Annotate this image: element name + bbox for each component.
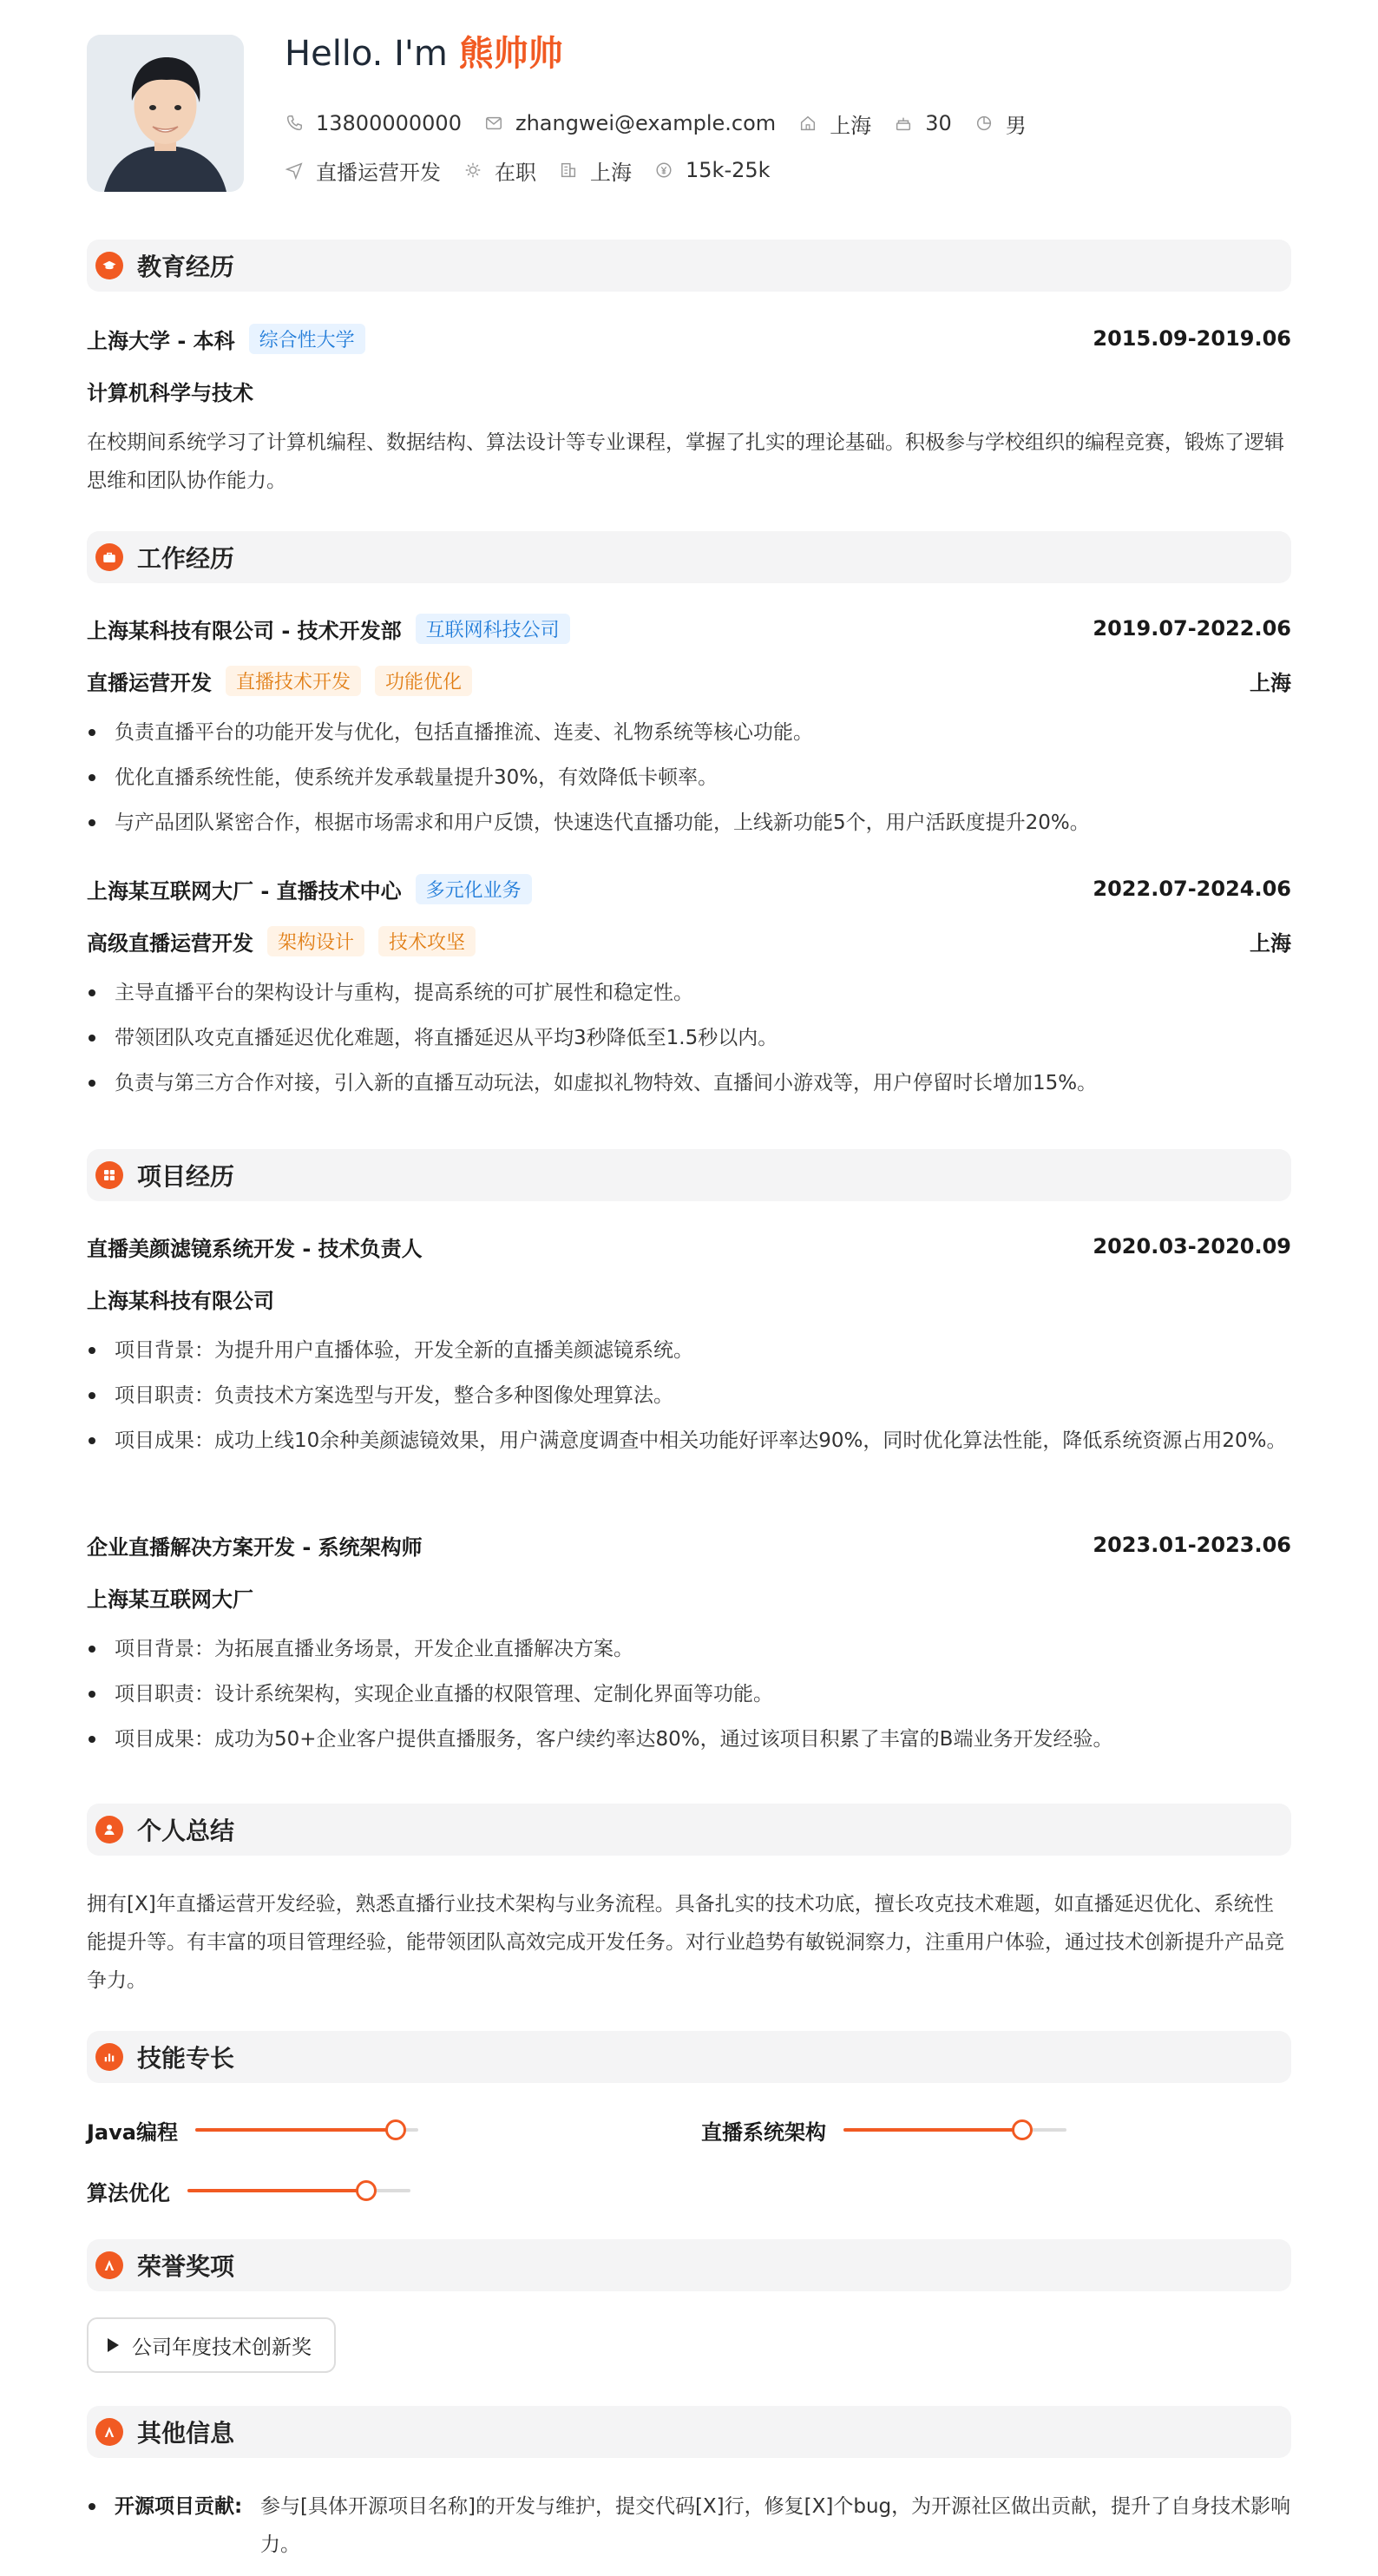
job-location: 上海 (1250, 670, 1291, 695)
skill-item (87, 2173, 410, 2208)
list-item: 项目背景：为提升用户直播体验，开发全新的直播美颜滤镜系统。 (87, 1331, 1291, 1370)
list-item: 与产品团队紧密合作，根据市场需求和用户反馈，快速迭代直播功能，上线新功能5个，用户活跃度提升20%。 (87, 804, 1291, 842)
position-item (285, 155, 441, 186)
skill-level-bar (843, 2128, 1066, 2132)
hometown-text: 上海 (830, 113, 872, 138)
list-item-text: 项目成果：成功上线10余种美颜滤镜效果，用户满意度调查中相关功能好评率达90%，同时优化算法性能，降低系统资源占用20%。 (115, 1429, 1287, 1452)
section-projects (87, 1149, 1291, 1201)
project-org: 上海某互联网大厂 (87, 1587, 253, 1612)
bar-chart-icon (95, 2043, 123, 2071)
gender-text: 男 (1005, 113, 1027, 138)
skill-tag: 技术攻坚 (378, 926, 476, 956)
age-text: 30 (925, 111, 952, 135)
skill-name: 算法优化 (87, 2180, 170, 2205)
phone-text: 13800000000 (316, 111, 462, 135)
project-org-row (87, 1281, 1291, 1316)
section-title: 工作经历 (137, 544, 235, 573)
list-item: 项目背景：为拓展直播业务场景，开发企业直播解决方案。 (87, 1630, 1291, 1668)
section-title: 技能专长 (137, 2044, 235, 2073)
education-date: 2015.09-2019.06 (1093, 326, 1291, 351)
cake-icon (894, 114, 913, 133)
section-summary (87, 1804, 1291, 1856)
briefcase-icon (95, 543, 123, 571)
job-role-row (87, 923, 1291, 958)
award-name: 公司年度技术创新奖 (132, 2336, 312, 2359)
gender-icon (974, 114, 994, 133)
skill-level-knob (1012, 2119, 1033, 2140)
graduation-cap-icon (95, 252, 123, 279)
building-icon (559, 161, 578, 180)
city-text: 上海 (590, 160, 632, 185)
skill-tag: 直播技术开发 (226, 666, 361, 696)
company-name: 上海某互联网大厂 - 直播技术中心 (87, 878, 402, 904)
skill-item (87, 2113, 418, 2147)
hometown-item (798, 108, 871, 139)
greeting-prefix: Hello. I'm (285, 34, 459, 74)
job-heading (87, 611, 1291, 646)
skill-level-bar (195, 2128, 418, 2132)
contact-row (285, 106, 1049, 141)
bullet (89, 2503, 95, 2510)
phone-item (285, 111, 462, 135)
job-heading (87, 871, 1291, 906)
info-icon (95, 2418, 123, 2446)
section-work (87, 531, 1291, 583)
salary-item (654, 158, 771, 182)
grid-icon (95, 1161, 123, 1189)
job-date: 2022.07-2024.06 (1093, 877, 1291, 901)
list-item: 主导直播平台的架构设计与重构，提高系统的可扩展性和稳定性。 (87, 974, 1291, 1012)
section-education (87, 240, 1291, 292)
project-name: 企业直播解决方案开发 - 系统架构师 (87, 1534, 423, 1560)
status-text: 在职 (495, 160, 536, 185)
email-text: zhangwei@example.com (515, 111, 777, 135)
school-name: 上海大学 - 本科 (87, 328, 235, 353)
age-item (894, 111, 952, 135)
job-duties (87, 974, 1291, 1109)
education-major-row (87, 373, 1291, 408)
project-org-row (87, 1580, 1291, 1614)
email-item (484, 111, 776, 135)
avatar (87, 35, 244, 192)
skill-name: 直播系统架构 (701, 2119, 826, 2145)
job-location: 上海 (1250, 930, 1291, 956)
list-item: 带领团队攻克直播延迟优化难题，将直播延迟从平均3秒降低至1.5秒以内。 (87, 1019, 1291, 1057)
award-badge (87, 2317, 336, 2373)
money-icon (654, 161, 673, 180)
other-text: 参与[具体开源项目名称]的开发与维护，提交代码[X]行，修复[X]个bug，为开源社区做出贡献，提升了自身技术影响力。 (260, 2495, 1291, 2556)
list-item: 负责与第三方合作对接，引入新的直播互动玩法，如虚拟礼物特效、直播间小游戏等，用户停留时长增加15%。 (87, 1064, 1291, 1102)
status-icon (463, 161, 482, 180)
summary-text: 拥有[X]年直播运营开发经验，熟悉直播行业技术架构与业务流程。具备扎实的技术功底，擅长攻克技术难题，如直播延迟优化、系统性能提升等。有丰富的项目管理经验，能带领团队高效完成开发任务。对行业趋势有敏锐洞察力，注重用户体验，通过技术创新提升产品竞争力。 (87, 1893, 1284, 1992)
skill-item (701, 2113, 1066, 2147)
home-icon (798, 114, 817, 133)
mail-icon (484, 114, 503, 133)
major: 计算机科学与技术 (87, 380, 253, 405)
salary-text: 15k-25k (686, 158, 771, 182)
project-heading (87, 1528, 1291, 1562)
greeting (285, 30, 563, 78)
list-item: 项目职责：负责技术方案选型与开发，整合多种图像处理算法。 (87, 1377, 1291, 1415)
skill-level-knob (356, 2180, 377, 2201)
section-skills (87, 2031, 1291, 2083)
job-role: 直播运营开发 (87, 670, 212, 695)
skill-level-fill (843, 2128, 1022, 2132)
list-item (87, 1422, 1291, 1460)
skill-level-fill (187, 2189, 366, 2192)
avatar-portrait (87, 35, 244, 192)
education-heading (87, 321, 1291, 356)
other-item (87, 2487, 1291, 2564)
project-org: 上海某科技有限公司 (87, 1288, 274, 1313)
job-role: 高级直播运营开发 (87, 930, 253, 956)
company-tag: 多元化业务 (416, 874, 532, 904)
job-date: 2019.07-2022.06 (1093, 616, 1291, 641)
list-item: 负责直播平台的功能开发与优化，包括直播推流、连麦、礼物系统等核心功能。 (87, 713, 1291, 752)
project-details (87, 1331, 1291, 1467)
play-triangle-icon (106, 2337, 120, 2353)
section-title: 其他信息 (137, 2419, 235, 2448)
status-item (463, 155, 536, 186)
education-description: 在校期间系统学习了计算机编程、数据结构、算法设计等专业课程，掌握了扎实的理论基础。积极参与学校组织的编程竞赛，锻炼了逻辑思维和团队协作能力。 (87, 431, 1284, 492)
project-date: 2020.03-2020.09 (1093, 1234, 1291, 1258)
user-icon (95, 1816, 123, 1843)
section-awards (87, 2239, 1291, 2291)
section-other (87, 2406, 1291, 2458)
skill-tag: 功能优化 (375, 666, 472, 696)
project-heading (87, 1229, 1291, 1264)
skill-level-knob (385, 2119, 406, 2140)
section-title: 项目经历 (137, 1162, 235, 1191)
position-text: 直播运营开发 (316, 160, 441, 185)
section-title: 荣誉奖项 (137, 2252, 235, 2281)
city-item (559, 155, 632, 186)
send-icon (285, 161, 304, 180)
skill-name: Java编程 (87, 2119, 178, 2145)
job-intent-row (285, 153, 793, 187)
gender-item (974, 108, 1027, 139)
skill-tag: 架构设计 (267, 926, 364, 956)
list-item: 项目职责：设计系统架构，实现企业直播的权限管理、定制化界面等功能。 (87, 1675, 1291, 1713)
list-item: 优化直播系统性能，使系统并发承载量提升30%，有效降低卡顿率。 (87, 759, 1291, 797)
job-role-row (87, 663, 1291, 698)
candidate-name: 熊帅帅 (458, 34, 563, 74)
award-icon (95, 2251, 123, 2279)
list-item: 项目成果：成功为50+企业客户提供直播服务，客户续约率达80%，通过该项目积累了丰富的B端业务开发经验。 (87, 1720, 1291, 1758)
skill-level-bar (187, 2189, 410, 2192)
school-tag: 综合性大学 (249, 324, 365, 354)
section-title: 个人总结 (137, 1817, 235, 1845)
section-title: 教育经历 (137, 253, 235, 281)
project-name: 直播美颜滤镜系统开发 - 技术负责人 (87, 1236, 423, 1261)
job-duties (87, 713, 1291, 849)
phone-icon (285, 114, 304, 133)
company-tag: 互联网科技公司 (416, 614, 570, 644)
project-date: 2023.01-2023.06 (1093, 1533, 1291, 1557)
project-details (87, 1630, 1291, 1765)
skill-level-fill (195, 2128, 396, 2132)
company-name: 上海某科技有限公司 - 技术开发部 (87, 618, 402, 643)
other-label: 开源项目贡献: (115, 2495, 243, 2518)
